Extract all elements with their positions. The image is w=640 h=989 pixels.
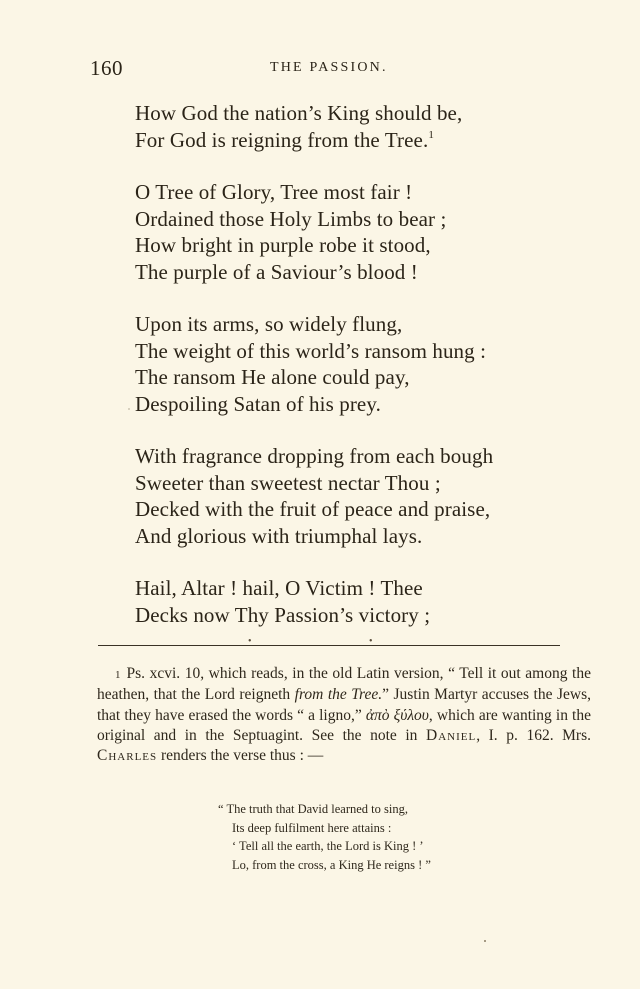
reference-name: Daniel: [426, 726, 477, 744]
quoted-verse: [218, 800, 431, 874]
poem: [135, 100, 595, 654]
poem-line: The ransom He alone could pay,: [135, 365, 410, 389]
paper-speck: [484, 940, 486, 942]
poem-line: For God is reigning from the Tree.$^1$: [135, 127, 434, 152]
stanza: [135, 443, 595, 549]
poem-line: Hail, Altar ! hail, O Victim ! Thee: [135, 576, 423, 600]
footnote: 1 Ps. xcvi. 10, which reads, in the old Latin version, “ Tell it out among the heathen, that the Lord reigneth from the Tree.” Justin Martyr accuses the Jews, that they have erased the words “ a ligno,” ἀπὸ ξύλου, which are wanting in the original and in the Septuagint. See the note in Daniel, I. p. 162. Mrs. Charles renders the verse thus : —: [97, 665, 591, 765]
paper-speck: [128, 408, 130, 410]
page-number: 160: [90, 56, 123, 80]
divider-speck: •: [248, 636, 252, 647]
poem-line: Decks now Thy Passion’s victory ;: [135, 602, 431, 627]
poem-line: How God the nation’s King should be,: [135, 101, 463, 125]
poem-line: Decked with the fruit of peace and praise,: [135, 497, 491, 521]
poem-line: How bright in purple robe it stood,: [135, 233, 431, 257]
verse-line: Lo, from the cross, a King He reigns ! ”: [232, 857, 431, 872]
greek-phrase: ἀπὸ ξύλου: [365, 706, 429, 724]
poem-line: The weight of this world’s ransom hung :: [135, 338, 487, 363]
poem-line: O Tree of Glory, Tree most fair !: [135, 180, 413, 204]
poem-line: Despoiling Satan of his prey.: [135, 391, 381, 416]
verse-line: ‘ Tell all the earth, the Lord is King ! ’: [232, 839, 424, 854]
stanza: [135, 311, 595, 417]
verse-line: “ The truth that David learned to sing,: [218, 802, 408, 816]
footnote-reference: 1: [428, 128, 434, 141]
poem-line: Sweeter than sweetest nectar Thou ;: [135, 470, 441, 495]
author-name: Charles: [97, 747, 158, 765]
poem-line: Upon its arms, so widely flung,: [135, 312, 403, 336]
footnote-mark: 1: [115, 669, 121, 681]
poem-line: The purple of a Saviour’s blood !: [135, 259, 418, 284]
footnote-divider: [98, 645, 560, 646]
running-title: THE PASSION.: [270, 60, 388, 75]
italic-phrase: from the Tree.: [294, 686, 383, 704]
poem-line: Ordained those Holy Limbs to bear ;: [135, 206, 447, 231]
divider-speck: •: [369, 636, 373, 647]
stanza: [135, 100, 595, 153]
stanza: [135, 179, 595, 285]
stanza: [135, 575, 595, 628]
verse-line: Its deep fulfilment here attains :: [232, 820, 392, 835]
poem-line: With fragrance dropping from each bough: [135, 444, 494, 468]
poem-line: And glorious with triumphal lays.: [135, 523, 423, 548]
